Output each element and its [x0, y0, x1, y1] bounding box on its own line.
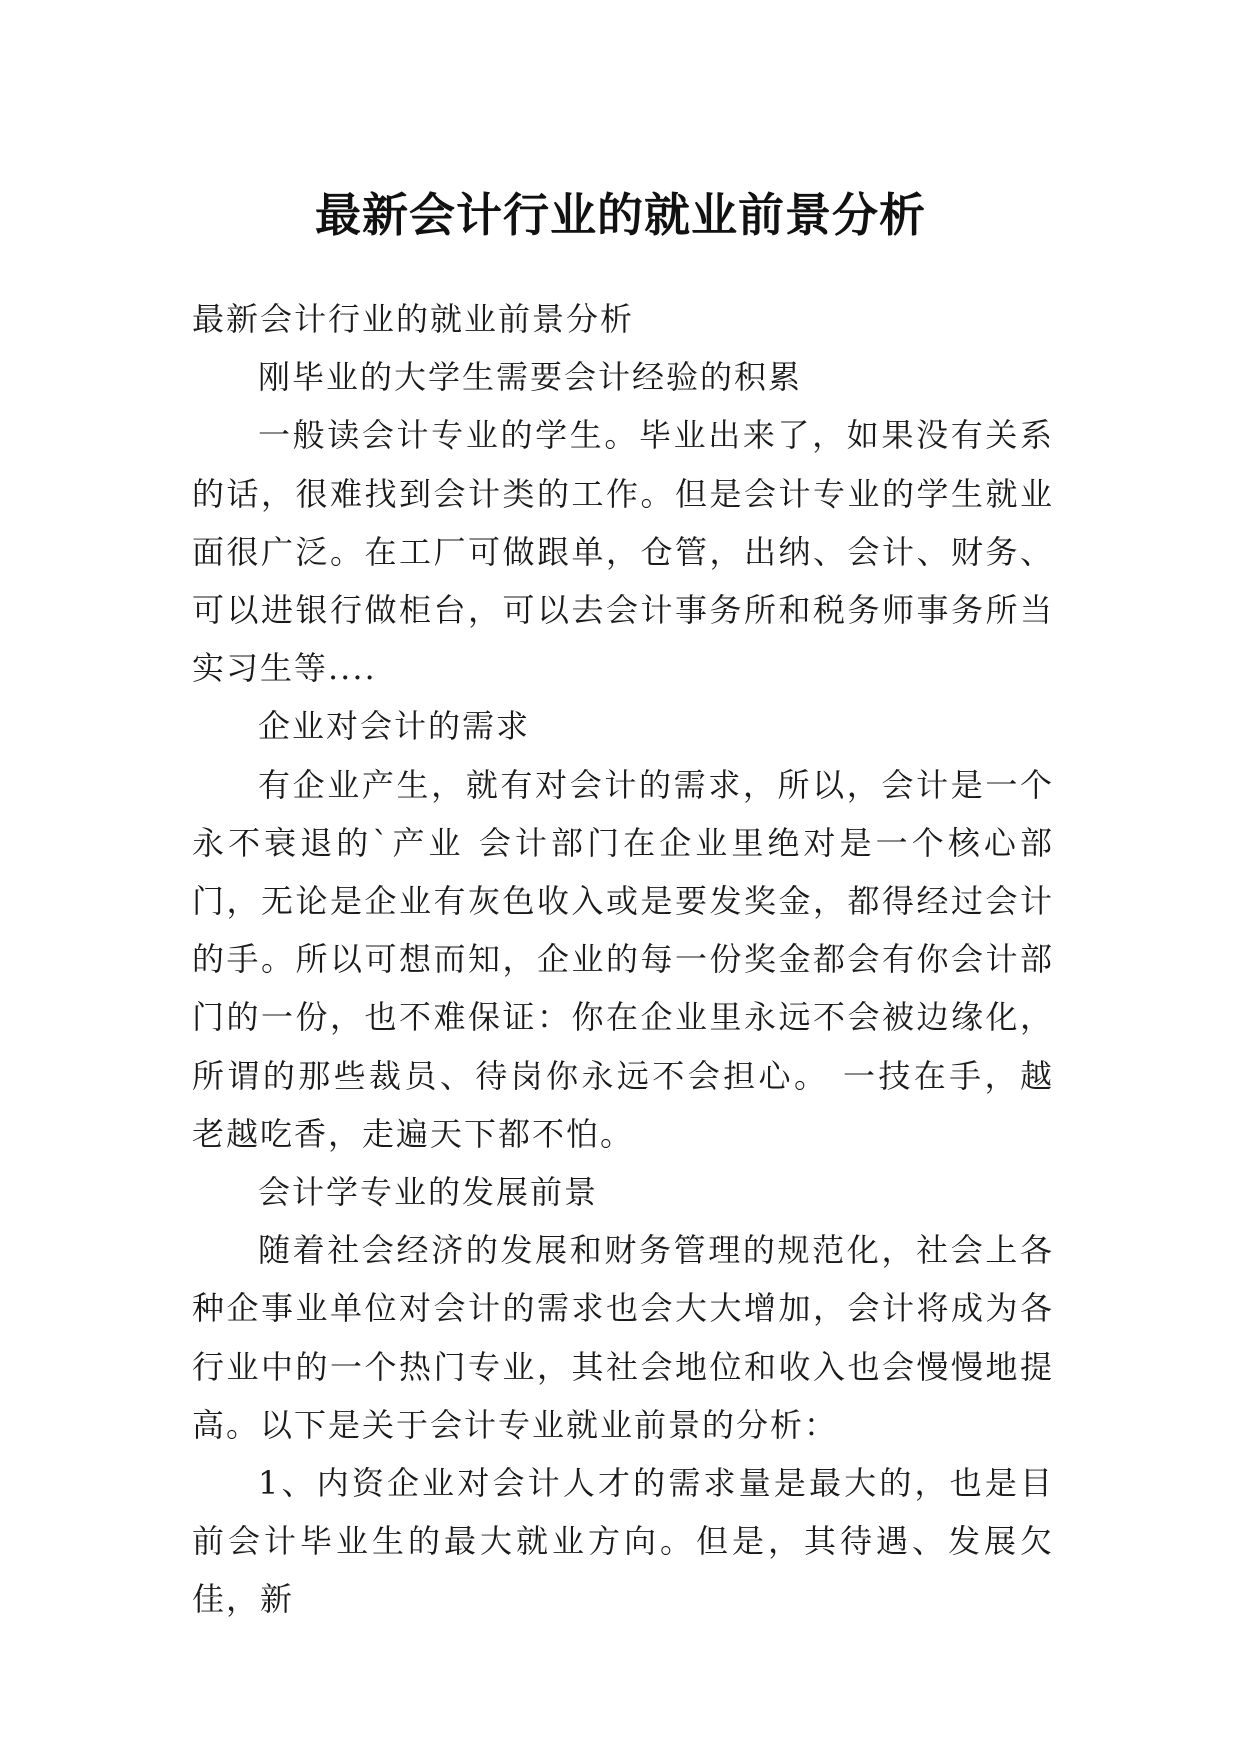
paragraph-heading: 会计学专业的发展前景	[258, 1173, 599, 1212]
paragraph-heading: 企业对会计的需求	[258, 707, 531, 746]
paragraph-heading: 刚毕业的大学生需要会计经验的积累	[258, 358, 803, 397]
document-title: 最新会计行业的就业前景分析	[315, 187, 926, 242]
paragraph: 有企业产生，就有对会计的需求，所以，会计是一个永不衰退的`产业 会计部门在企业里绝对是一个核心部门，无论是企业有灰色收入或是要发奖金，都得经过会计的手。所以可想而知，企业的每一份奖金都会有你会计部门的一份，也不难保证：你在企业里永远不会被边缘化，所谓的那些裁员、待岗你永远不会担心。 一技在手，越老越吃香，走遍天下都不怕。	[192, 765, 1054, 1153]
document-subtitle: 最新会计行业的就业前景分析	[192, 300, 635, 338]
document-body	[192, 290, 1054, 1629]
paragraph: 一般读会计专业的学生。毕业出来了，如果没有关系的话，很难找到会计类的工作。但是会计专业的学生就业面很广泛。在工厂可做跟单，仓管，出纳、会计、财务、可以进银行做柜台，可以去会计事务所和税务师事务所当实习生等....	[192, 416, 1054, 688]
paragraph: 随着社会经济的发展和财务管理的规范化，社会上各种企事业单位对会计的需求也会大大增加，会计将成为各行业中的一个热门专业，其社会地位和收入也会慢慢地提高。以下是关于会计专业就业前景的分析：	[192, 1231, 1054, 1444]
paragraph: 1、内资企业对会计人才的需求量是最大的，也是目前会计毕业生的最大就业方向。但是，其待遇、发展欠佳，新	[192, 1464, 1054, 1619]
